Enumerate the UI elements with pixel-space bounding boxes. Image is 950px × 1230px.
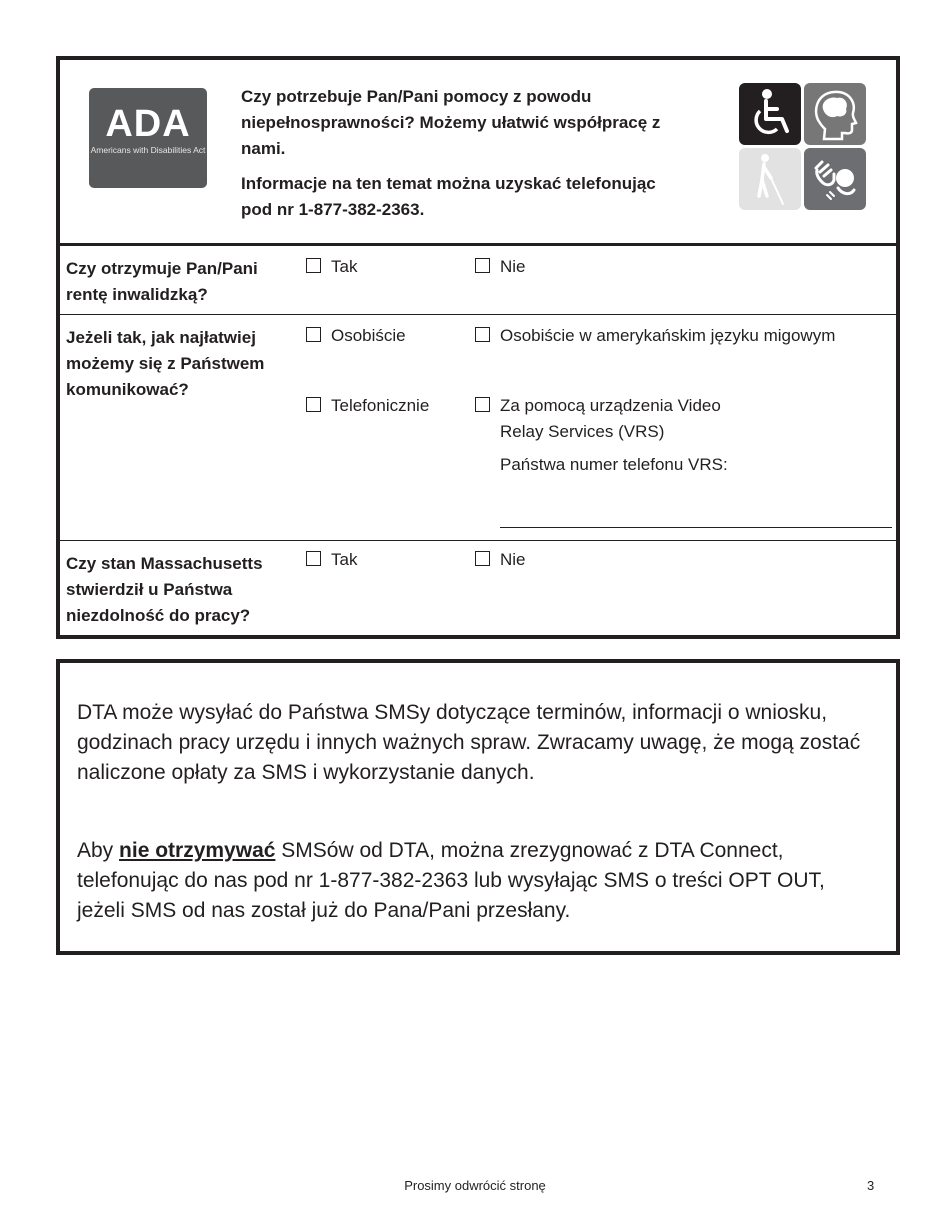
- blind-cane-icon: [739, 148, 801, 210]
- incapacity-row: [60, 541, 896, 635]
- disability-pension-question: Czy otrzymuje Pan/Pani rentę inwalidzką?: [66, 259, 258, 304]
- incapacity-no-label: Nie: [500, 550, 526, 569]
- incapacity-yes-checkbox[interactable]: [306, 551, 321, 566]
- contact-phone-checkbox[interactable]: [306, 397, 321, 412]
- contact-in-person-label: Osobiście: [331, 326, 406, 345]
- disability-pension-yes-checkbox[interactable]: [306, 258, 321, 273]
- disability-pension-no-checkbox[interactable]: [475, 258, 490, 273]
- contact-asl-checkbox[interactable]: [475, 327, 490, 342]
- contact-asl-label: Osobiście w amerykańskim języku migowym: [500, 326, 836, 345]
- sms-notice-text: [77, 698, 867, 926]
- sms-notice-box: [56, 659, 900, 955]
- vrs-number-label: Państwa numer telefonu VRS:: [500, 455, 728, 474]
- contact-phone-label: Telefonicznie: [331, 396, 430, 415]
- assistance-phone-info: Informacje na ten temat można uzyskać telefonując pod nr 1-877-382-2363.: [241, 174, 656, 219]
- contact-phone-option[interactable]: [306, 393, 429, 419]
- disability-pension-yes-option[interactable]: [306, 254, 357, 280]
- disability-pension-no-label: Nie: [500, 257, 526, 276]
- incapacity-yes-label: Tak: [331, 550, 358, 569]
- contact-vrs-checkbox[interactable]: [475, 397, 490, 412]
- contact-in-person-option[interactable]: [306, 323, 406, 349]
- sms-notice-paragraph-1: DTA może wysyłać do Państwa SMSy dotyczące terminów, informacji o wniosku, godzinach pracy urzędu i innych ważnych spraw. Zwracamy uwagę, że mogą zostać naliczone opłaty za SMS i wykorzystanie danych.: [77, 701, 861, 784]
- incapacity-yes-option[interactable]: [306, 547, 357, 573]
- contact-vrs-label: Za pomocą urządzenia Video Relay Services (VRS): [500, 396, 721, 441]
- disability-pension-yes-label: Tak: [331, 257, 358, 276]
- ada-logo-main: ADA: [105, 103, 191, 145]
- ada-logo: [89, 88, 207, 188]
- sign-language-icon: [804, 148, 866, 210]
- sms-opt-out-prefix: Aby: [77, 839, 120, 862]
- contact-vrs-option[interactable]: [475, 393, 750, 445]
- incapacity-question: Czy stan Massachusetts stwierdził u Państwa niezdolność do pracy?: [66, 554, 263, 625]
- incapacity-no-option[interactable]: [475, 547, 526, 573]
- sms-opt-out-details: SMSów od DTA, można zrezygnować z DTA Connect, telefonując do nas pod nr 1-877-382-2363 lub wysyłając SMS o treści OPT OUT, jeżeli SMS od nas został już do Pana/Pani przesłany.: [77, 839, 825, 922]
- incapacity-no-checkbox[interactable]: [475, 551, 490, 566]
- accessibility-icons: [739, 83, 869, 213]
- contact-method-row: [60, 315, 896, 541]
- wheelchair-icon: [739, 83, 801, 145]
- page-number: 3: [867, 1178, 875, 1193]
- contact-asl-option[interactable]: [475, 323, 835, 349]
- ada-logo-sub: Americans with Disabilities Act: [90, 145, 206, 155]
- sms-notice-paragraph-2: [77, 836, 867, 926]
- turn-page-note: Prosimy odwrócić stronę: [404, 1178, 546, 1193]
- disability-pension-no-option[interactable]: [475, 254, 526, 280]
- contact-method-question: Jeżeli tak, jak najłatwiej możemy się z Państwem komunikować?: [66, 328, 265, 399]
- accessibility-form-box: [56, 56, 900, 639]
- header-text: [241, 84, 661, 223]
- assistance-question: Czy potrzebuje Pan/Pani pomocy z powodu niepełnosprawności? Możemy ułatwić współpracę z nami.: [241, 87, 661, 158]
- contact-in-person-checkbox[interactable]: [306, 327, 321, 342]
- cognitive-head-icon: [804, 83, 866, 145]
- ada-header: [60, 60, 896, 246]
- vrs-number-input-line[interactable]: [500, 527, 892, 528]
- disability-pension-row: [60, 246, 896, 315]
- sms-opt-out-emphasis: nie otrzymywać: [119, 839, 276, 862]
